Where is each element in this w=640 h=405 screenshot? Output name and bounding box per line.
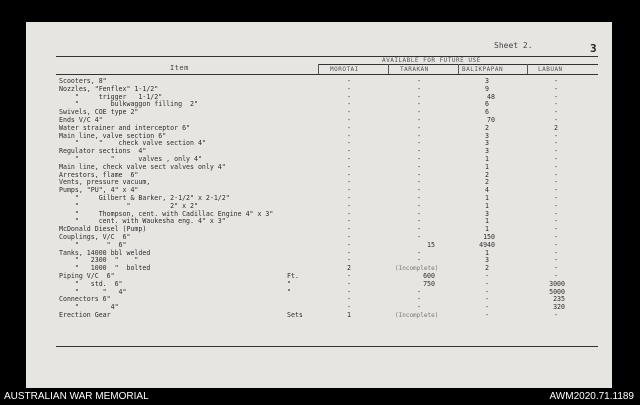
morotai-value: - xyxy=(347,92,351,101)
tarakan-value: - xyxy=(417,115,421,124)
balikpapan-value: 2 xyxy=(485,170,489,179)
labuan-value: - xyxy=(554,256,558,265)
header-divider-4 xyxy=(527,64,528,74)
morotai-value: - xyxy=(347,287,351,296)
tarakan-value: - xyxy=(417,84,421,93)
tarakan-value: - xyxy=(417,256,421,265)
labuan-value: 5000 xyxy=(549,287,565,296)
morotai-value: - xyxy=(347,295,351,304)
tarakan-value: - xyxy=(417,139,421,148)
tarakan-value: - xyxy=(417,162,421,171)
tarakan-value: - xyxy=(417,295,421,304)
labuan-value: - xyxy=(554,131,558,140)
balikpapan-value: - xyxy=(485,303,489,312)
morotai-value: - xyxy=(347,209,351,218)
col-header-balikpapan: BALIKPAPAN xyxy=(462,66,504,73)
morotai-value: - xyxy=(347,201,351,210)
balikpapan-value: 4940 xyxy=(479,240,495,249)
item-name: " trigger 1-1/2" xyxy=(59,92,163,101)
tarakan-value: - xyxy=(417,170,421,179)
balikpapan-value: 2 xyxy=(485,123,489,132)
item-table xyxy=(59,78,599,320)
col-header-tarakan: TARAKAN xyxy=(400,66,429,73)
item-name: " 2300 " " xyxy=(59,256,139,265)
morotai-value: 2 xyxy=(347,264,351,273)
morotai-value: - xyxy=(347,84,351,93)
tarakan-value: - xyxy=(417,77,421,85)
bottom-rule xyxy=(56,346,598,347)
morotai-value: - xyxy=(347,154,351,163)
balikpapan-value: 1 xyxy=(485,225,489,234)
balikpapan-value: 3 xyxy=(485,139,489,148)
item-name: Regulator sections 4" xyxy=(59,147,147,156)
labuan-value: - xyxy=(554,217,558,226)
balikpapan-value: 1 xyxy=(485,193,489,202)
balikpapan-value: - xyxy=(485,295,489,304)
morotai-value: - xyxy=(347,232,351,241)
table-row xyxy=(59,289,599,297)
labuan-value: - xyxy=(554,209,558,218)
morotai-value: - xyxy=(347,131,351,140)
balikpapan-value: 3 xyxy=(485,256,489,265)
tarakan-value: - xyxy=(417,147,421,156)
item-name: Couplings, V/C 6" xyxy=(59,232,131,241)
header-divider-2 xyxy=(388,64,389,74)
tarakan-value: - xyxy=(417,193,421,202)
morotai-value: - xyxy=(347,108,351,117)
item-name: Pumps, "PU", 4" x 4" xyxy=(59,186,139,195)
tarakan-value: 15 xyxy=(427,240,435,249)
balikpapan-value: 1 xyxy=(485,201,489,210)
header-divider-3 xyxy=(458,64,459,74)
tarakan-value: 600 xyxy=(423,271,435,280)
morotai-value: - xyxy=(347,279,351,288)
labuan-value: - xyxy=(554,264,558,273)
morotai-value: - xyxy=(347,170,351,179)
labuan-value: 235 xyxy=(553,295,565,304)
header-divider-1 xyxy=(318,64,319,74)
morotai-value: - xyxy=(347,225,351,234)
balikpapan-value: 1 xyxy=(485,248,489,257)
header-top-rule xyxy=(56,56,598,57)
labuan-value: 3000 xyxy=(549,279,565,288)
sheet-number: Sheet 2. xyxy=(494,41,533,50)
tarakan-value: - xyxy=(417,303,421,312)
col-header-labuan: LABUAN xyxy=(538,66,563,73)
balikpapan-value: 2 xyxy=(485,264,489,273)
balikpapan-value: 70 xyxy=(487,115,495,124)
balikpapan-value: 2 xyxy=(485,178,489,187)
table-row xyxy=(59,273,599,281)
item-column-header: Item xyxy=(170,64,189,72)
balikpapan-value: 150 xyxy=(483,232,495,241)
labuan-value: - xyxy=(554,84,558,93)
morotai-value: - xyxy=(347,115,351,124)
item-name: " 4" xyxy=(59,303,119,312)
morotai-value: - xyxy=(347,178,351,187)
item-name: " Gilbert & Barker, 2-1/2" x 2-1/2" xyxy=(59,193,230,202)
item-name: " bulkwaggon filling 2" xyxy=(59,100,198,109)
tarakan-value: - xyxy=(417,108,421,117)
balikpapan-value: - xyxy=(485,310,489,319)
labuan-value: - xyxy=(554,178,558,187)
labuan-value: - xyxy=(554,225,558,234)
item-name: " std. 6" xyxy=(59,279,123,288)
morotai-value: - xyxy=(347,186,351,195)
morotai-value: - xyxy=(347,303,351,312)
archive-name: AUSTRALIAN WAR MEMORIAL xyxy=(4,391,149,402)
table-row xyxy=(59,109,599,117)
labuan-value: 320 xyxy=(553,303,565,312)
tarakan-value: - xyxy=(417,131,421,140)
labuan-value: - xyxy=(554,108,558,117)
balikpapan-value: 1 xyxy=(485,154,489,163)
labuan-value: - xyxy=(554,92,558,101)
header-bottom-rule xyxy=(56,74,598,75)
tarakan-value: - xyxy=(417,225,421,234)
morotai-value: - xyxy=(347,162,351,171)
item-name: " " 4" xyxy=(59,287,127,296)
labuan-value: - xyxy=(554,271,558,280)
balikpapan-value: - xyxy=(485,279,489,288)
item-name: " " check valve section 4" xyxy=(59,139,206,148)
available-header: AVAILABLE FOR FUTURE USE xyxy=(382,57,481,64)
item-name: " cent. with Waukesha eng. 4" x 3" xyxy=(59,217,226,226)
balikpapan-value: - xyxy=(485,271,489,280)
morotai-value: - xyxy=(347,271,351,280)
unit-label: Sets xyxy=(287,310,303,319)
item-name: Water strainer and interceptor 6" xyxy=(59,123,191,132)
table-row xyxy=(59,296,599,304)
table-row xyxy=(59,179,599,187)
labuan-value: - xyxy=(554,154,558,163)
unit-label: Ft. xyxy=(287,271,299,280)
morotai-value: - xyxy=(347,256,351,265)
table-row xyxy=(59,234,599,242)
labuan-value: - xyxy=(554,77,558,85)
balikpapan-value: 1 xyxy=(485,217,489,226)
col-header-morotai: MOROTAI xyxy=(330,66,359,73)
item-name: Erection Gear xyxy=(59,310,111,319)
tarakan-value: - xyxy=(417,154,421,163)
tarakan-value: - xyxy=(417,186,421,195)
item-name: Vents, pressure vacuum, xyxy=(59,178,151,187)
morotai-value: - xyxy=(347,147,351,156)
table-row xyxy=(59,312,599,320)
morotai-value: - xyxy=(347,248,351,257)
item-name: Scooters, 8" xyxy=(59,77,107,85)
labuan-value: - xyxy=(554,310,558,319)
tarakan-value: - xyxy=(417,201,421,210)
morotai-value: 1 xyxy=(347,310,351,319)
item-name: Swivels, COE type 2" xyxy=(59,108,139,117)
item-name: Ends V/C 4" xyxy=(59,115,103,124)
balikpapan-value: 9 xyxy=(485,84,489,93)
tarakan-value: - xyxy=(417,209,421,218)
labuan-value: - xyxy=(554,193,558,202)
tarakan-value: (Incomplete) xyxy=(395,311,439,319)
labuan-value: - xyxy=(554,147,558,156)
labuan-value: - xyxy=(554,201,558,210)
morotai-value: - xyxy=(347,100,351,109)
tarakan-value: - xyxy=(417,232,421,241)
unit-label: " xyxy=(287,279,291,288)
page-mark: 3 xyxy=(590,42,597,55)
tarakan-value: - xyxy=(417,287,421,296)
balikpapan-value: 6 xyxy=(485,100,489,109)
tarakan-value: - xyxy=(417,92,421,101)
table-row xyxy=(59,101,599,109)
item-name: " " 2" x 2" xyxy=(59,201,198,210)
labuan-value: - xyxy=(554,186,558,195)
archive-reference: AWM2020.71.1189 xyxy=(549,391,634,402)
labuan-value: 2 xyxy=(554,123,558,132)
balikpapan-value: - xyxy=(485,287,489,296)
item-name: Connectors 6" xyxy=(59,295,111,304)
balikpapan-value: 3 xyxy=(485,209,489,218)
tarakan-value: - xyxy=(417,178,421,187)
table-row xyxy=(59,304,599,312)
item-name: Arrestors, flame 6" xyxy=(59,170,139,179)
item-name: Nozzles, "Fenflex" 1-1/2" xyxy=(59,84,159,93)
item-name: " 1000 " bolted xyxy=(59,264,151,273)
tarakan-value: - xyxy=(417,123,421,132)
morotai-value: - xyxy=(347,193,351,202)
item-name: Main line, check valve sect valves only 4" xyxy=(59,162,226,171)
item-name: McDonald Diesel (Pump) xyxy=(59,225,147,234)
labuan-value: - xyxy=(554,240,558,249)
item-name: Piping V/C 6" xyxy=(59,271,115,280)
morotai-value: - xyxy=(347,217,351,226)
tarakan-value: - xyxy=(417,100,421,109)
item-name: Tanks, 14000 bbl welded xyxy=(59,248,151,257)
table-row xyxy=(59,281,599,289)
balikpapan-value: 48 xyxy=(487,92,495,101)
labuan-value: - xyxy=(554,170,558,179)
tarakan-value: (Incomplete) xyxy=(395,265,439,273)
balikpapan-value: 3 xyxy=(485,147,489,156)
labuan-value: - xyxy=(554,232,558,241)
tarakan-value: - xyxy=(417,248,421,257)
item-name: Main line, valve section 6" xyxy=(59,131,167,140)
morotai-value: - xyxy=(347,123,351,132)
unit-label: " xyxy=(287,287,291,296)
item-name: " " 6" xyxy=(59,240,127,249)
tarakan-value: 750 xyxy=(423,279,435,288)
tarakan-value: - xyxy=(417,217,421,226)
labuan-value: - xyxy=(554,248,558,257)
item-name: " Thompson, cent. with Cadillac Engine 4" x 3" xyxy=(59,209,274,218)
morotai-value: - xyxy=(347,77,351,85)
labuan-value: - xyxy=(554,139,558,148)
labuan-value: - xyxy=(554,162,558,171)
morotai-value: - xyxy=(347,240,351,249)
table-row xyxy=(59,164,599,172)
table-row xyxy=(59,265,599,273)
balikpapan-value: 3 xyxy=(485,77,489,85)
balikpapan-value: 6 xyxy=(485,108,489,117)
labuan-value: - xyxy=(554,115,558,124)
table-row xyxy=(59,250,599,258)
balikpapan-value: 1 xyxy=(485,162,489,171)
morotai-value: - xyxy=(347,139,351,148)
table-row xyxy=(59,226,599,234)
balikpapan-value: 4 xyxy=(485,186,489,195)
item-name: " " valves , only 4" xyxy=(59,154,202,163)
labuan-value: - xyxy=(554,100,558,109)
balikpapan-value: 3 xyxy=(485,131,489,140)
